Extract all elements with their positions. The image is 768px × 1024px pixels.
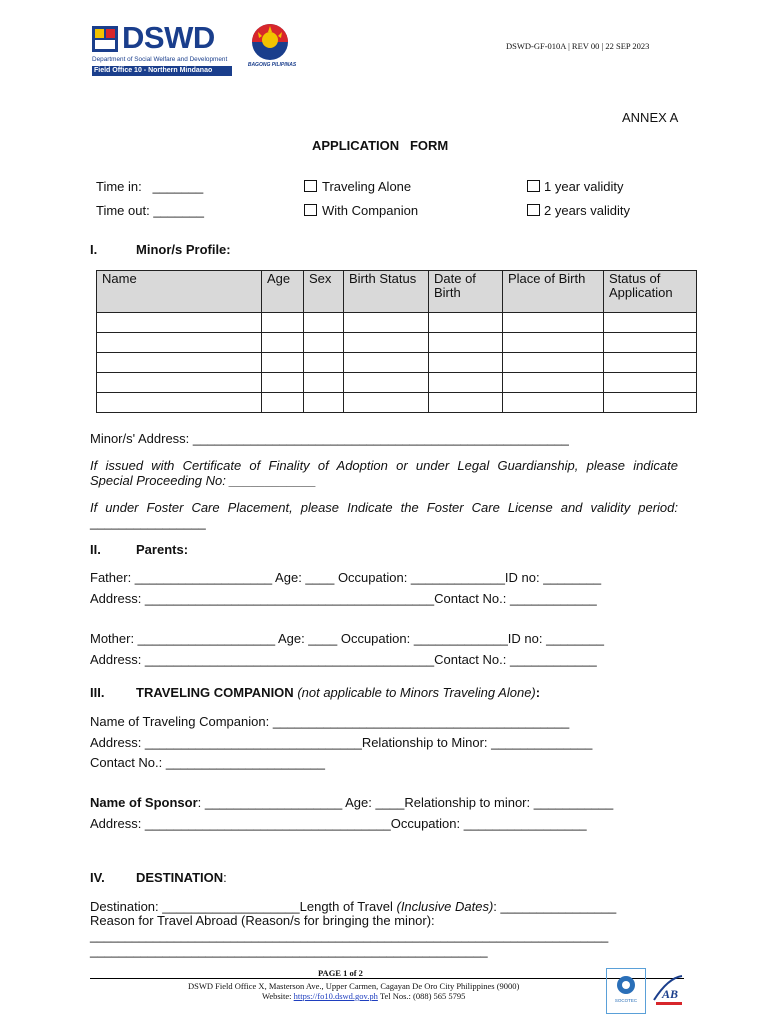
section-3-title: TRAVELING COMPANION	[136, 685, 294, 700]
dswd-logo	[92, 20, 234, 78]
companion-name-field[interactable]: Name of Traveling Companion: _________________________________________	[90, 714, 570, 729]
two-years-validity-checkbox[interactable]	[527, 204, 540, 216]
one-year-validity-label: 1 year validity	[544, 179, 624, 194]
mother-address-field[interactable]: Address: ________________________________________Contact No.: ____________	[90, 652, 597, 667]
section-3-number: III.	[90, 685, 105, 700]
mother-field[interactable]: Mother: ___________________ Age: ____ Occupation: _____________ID no: ________	[90, 631, 604, 646]
bagong-pilipinas-label: BAGONG PILIPINAS	[247, 62, 297, 68]
table-cell[interactable]	[344, 333, 429, 353]
table-cell[interactable]	[304, 393, 344, 413]
column-header: Birth Status	[344, 271, 429, 313]
page-number: PAGE 1 of 2	[318, 968, 363, 978]
one-year-validity-checkbox[interactable]	[527, 180, 540, 192]
with-companion-label: With Companion	[322, 203, 419, 218]
table-cell[interactable]	[604, 393, 697, 413]
section-3-note: (not applicable to Minors Traveling Alone)	[297, 685, 536, 700]
footer-tel: Tel Nos.: (088) 565 5795	[377, 991, 466, 1001]
column-header: Sex	[304, 271, 344, 313]
adoption-note: If issued with Certificate of Finality of Adoption or under Legal Guardianship, please indicate	[90, 458, 678, 473]
table-cell[interactable]	[604, 333, 697, 353]
table-cell[interactable]	[503, 353, 604, 373]
two-years-validity-label: 2 years validity	[544, 203, 630, 218]
table-cell[interactable]	[262, 373, 304, 393]
table-cell[interactable]	[429, 313, 503, 333]
sponsor-field[interactable]	[90, 795, 613, 810]
minor-profile-table	[96, 270, 697, 413]
footer-address: DSWD Field Office X, Masterson Ave., Upper Carmen, Cagayan De Oro City Philippines (9000)	[188, 981, 520, 991]
form-code: DSWD-GF-010A | REV 00 | 22 SEP 2023	[506, 41, 650, 51]
form-title: APPLICATION FORM	[312, 138, 449, 153]
table-row	[97, 373, 697, 393]
minors-address-field[interactable]: Minor/s' Address: ____________________________________________________	[90, 431, 569, 446]
column-header: Name	[97, 271, 262, 313]
table-row	[97, 393, 697, 413]
logo-text: DSWD	[122, 20, 215, 55]
special-proceeding-field[interactable]: Special Proceeding No: ____________	[90, 473, 317, 488]
table-cell[interactable]	[262, 333, 304, 353]
table-cell[interactable]	[97, 393, 262, 413]
table-row	[97, 333, 697, 353]
reason-blank-1[interactable]: __________________________________________________________________________	[90, 929, 609, 943]
inclusive-dates-label: (Inclusive Dates)	[396, 899, 494, 914]
bagong-pilipinas-emblem-icon	[244, 22, 296, 62]
dswd-emblem-icon	[92, 26, 118, 52]
table-cell[interactable]	[97, 313, 262, 333]
table-header-row	[97, 271, 697, 313]
table-cell[interactable]	[262, 313, 304, 333]
bagong-pilipinas-logo	[244, 22, 296, 66]
time-out-field[interactable]: Time out: _______	[96, 203, 204, 218]
table-cell[interactable]	[503, 333, 604, 353]
reason-blank-2[interactable]: _______________________________________________________	[90, 943, 488, 958]
ab-label: AB	[661, 987, 679, 1001]
table-cell[interactable]	[503, 373, 604, 393]
time-in-field[interactable]: Time in: _______	[96, 179, 204, 194]
table-cell[interactable]	[604, 373, 697, 393]
footer-divider	[90, 978, 684, 979]
table-cell[interactable]	[262, 393, 304, 413]
companion-contact-field[interactable]: Contact No.: ______________________	[90, 755, 325, 770]
section-2-title: Parents:	[136, 542, 189, 557]
traveling-alone-label: Traveling Alone	[322, 179, 412, 194]
sponsor-details: : ___________________ Age: ____Relationship to minor: ___________	[197, 795, 614, 810]
annex-label: ANNEX A	[622, 110, 679, 125]
table-cell[interactable]	[604, 313, 697, 333]
cert-label: SOCOTEC	[614, 998, 638, 1003]
table-cell[interactable]	[97, 333, 262, 353]
table-cell[interactable]	[604, 353, 697, 373]
table-cell[interactable]	[429, 393, 503, 413]
father-field[interactable]: Father: ___________________ Age: ____ Occupation: _____________ID no: ________	[90, 570, 602, 585]
companion-address-field[interactable]: Address: ______________________________Relationship to Minor: ______________	[90, 735, 593, 750]
table-cell[interactable]	[97, 373, 262, 393]
section-4-heading	[136, 870, 227, 885]
table-cell[interactable]	[503, 393, 604, 413]
website-label: Website:	[262, 991, 294, 1001]
section-1-title: Minor/s Profile:	[136, 242, 231, 257]
certification-icon	[607, 969, 645, 1013]
section-1-number: I.	[90, 242, 98, 257]
foster-care-license-field[interactable]: ________________	[90, 515, 206, 530]
accreditation-icon	[650, 970, 686, 1010]
section-3-colon: :	[535, 685, 541, 700]
table-cell[interactable]	[429, 333, 503, 353]
table-cell[interactable]	[344, 353, 429, 373]
column-header: Status of Application	[604, 271, 697, 313]
traveling-alone-checkbox[interactable]	[304, 180, 317, 192]
section-4-number: IV.	[90, 870, 105, 885]
table-cell[interactable]	[304, 333, 344, 353]
table-row	[97, 353, 697, 373]
length-of-travel-blank: : ________________	[493, 899, 617, 914]
table-cell[interactable]	[429, 373, 503, 393]
section-2-number: II.	[90, 542, 101, 557]
website-link[interactable]: https://fo10.dswd.gov.ph	[293, 991, 378, 1001]
section-3-heading	[136, 685, 540, 700]
table-cell[interactable]	[304, 313, 344, 333]
socotec-certification-logo	[606, 968, 646, 1014]
destination-label: Destination: ___________________Length of Travel	[90, 899, 397, 914]
table-cell[interactable]	[97, 353, 262, 373]
table-cell[interactable]	[304, 373, 344, 393]
logo-field-office: Field Office 10 - Northern Mindanao	[92, 66, 232, 76]
destination-field[interactable]	[90, 899, 616, 914]
reason-label: Reason for Travel Abroad (Reason/s for bringing the minor):	[90, 913, 435, 928]
section-4-colon: :	[223, 870, 227, 885]
table-cell[interactable]	[344, 373, 429, 393]
column-header: Date of Birth	[429, 271, 503, 313]
table-cell[interactable]	[344, 313, 429, 333]
table-row	[97, 313, 697, 333]
foster-care-note: If under Foster Care Placement, please Indicate the Foster Care License and validity period:	[90, 500, 678, 515]
section-4-title: DESTINATION	[136, 870, 224, 885]
table-cell[interactable]	[304, 353, 344, 373]
column-header: Place of Birth	[503, 271, 604, 313]
table-cell[interactable]	[503, 313, 604, 333]
father-address-field[interactable]: Address: ________________________________________Contact No.: ____________	[90, 591, 597, 606]
logo-department: Department of Social Welfare and Development	[92, 56, 228, 63]
accreditation-logo	[650, 970, 686, 1010]
sponsor-address-field[interactable]: Address: __________________________________Occupation: _________________	[90, 816, 587, 831]
sponsor-label: Name of Sponsor	[90, 795, 198, 810]
column-header: Age	[262, 271, 304, 313]
table-cell[interactable]	[429, 353, 503, 373]
footer-contact	[262, 991, 465, 1001]
table-cell[interactable]	[344, 393, 429, 413]
with-companion-checkbox[interactable]	[304, 204, 317, 216]
table-cell[interactable]	[262, 353, 304, 373]
